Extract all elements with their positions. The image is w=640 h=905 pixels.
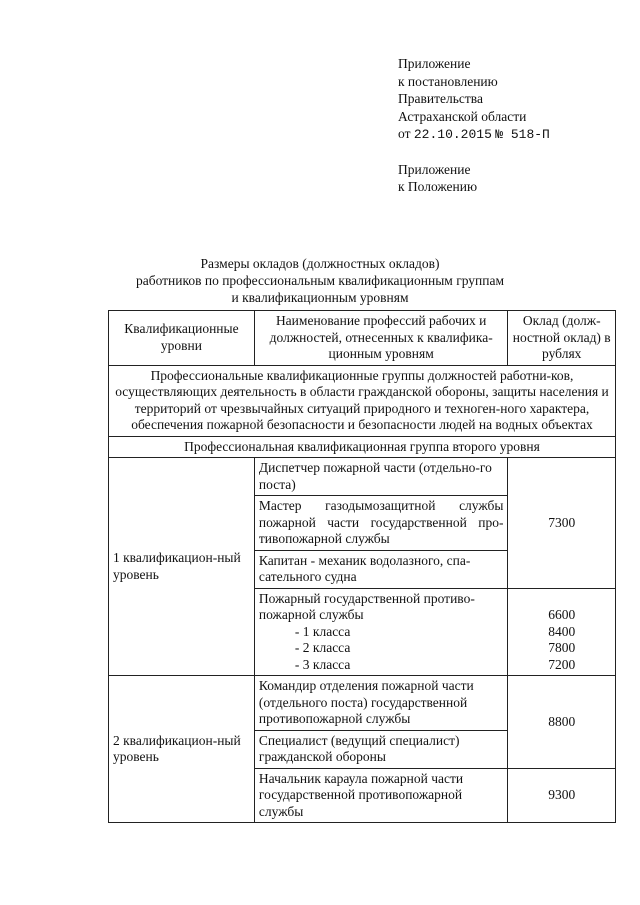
header-position: Наименование профессий рабочих и должностей, отнесенных к квалифика-ционным уровням: [254, 311, 508, 366]
title-line: Размеры окладов (должностных окладов): [200, 256, 440, 271]
level2-position2: Специалист (ведущий специалист) гражданской обороны: [254, 730, 508, 768]
level2-salary: 8800: [508, 676, 616, 769]
resolution-date-line: [398, 125, 550, 144]
class-1: - 1 класса: [294, 623, 351, 639]
level2-position3: Начальник караула пожарной части государственной противопожарной службы: [254, 768, 508, 823]
date-prefix: от: [398, 126, 411, 141]
appendix-block: [398, 55, 550, 196]
level1-position4-salaries: [508, 588, 616, 676]
class-2: - 2 класса: [294, 640, 351, 655]
level1-position4: Пожарный государственной противо-пожарной службы: [258, 590, 475, 622]
level2-label: 2 квалификацион-ный уровень: [109, 676, 255, 823]
class1-salary: 8400: [548, 623, 576, 639]
position4-salary: 6600: [548, 607, 576, 622]
appendix-line: Приложение: [398, 56, 471, 71]
level1-position4-cell: [254, 588, 508, 676]
appendix-line: Правительства: [398, 91, 483, 106]
table-row: [109, 676, 616, 731]
resolution-date: 22.10.2015: [413, 127, 492, 142]
level1-position2: Мастер газодымозащитной службы пожарной части государственной про-тивопожарной службы: [254, 496, 508, 551]
table-header-row: [109, 311, 616, 366]
appendix-line: к постановлению: [398, 73, 498, 89]
level1-salary: 7300: [508, 458, 616, 589]
header-salary: Оклад (долж-ностной оклад) в рублях: [508, 311, 616, 366]
salary-table: [108, 310, 616, 823]
level1-label: 1 квалификацион-ный уровень: [109, 458, 255, 676]
table-row: [109, 458, 616, 496]
level2-salary3: 9300: [508, 768, 616, 823]
title-line: и квалификационным уровням: [231, 290, 409, 305]
appendix-line: Астраханской области: [398, 108, 527, 124]
section-row: [109, 365, 616, 436]
group-title: Профессиональная квалификационная группа второго уровня: [109, 436, 616, 458]
header-level: Квалификационные уровни: [109, 311, 255, 366]
class-3: - 3 класса: [294, 656, 351, 672]
level1-position1: Диспетчер пожарной части (отдельно-го поста): [254, 458, 508, 496]
document-title: [100, 255, 540, 306]
level1-position3: Капитан - механик водолазного, спа-сательного судна: [254, 550, 508, 588]
level2-position1: Командир отделения пожарной части (отдельного поста) государственной противопожарной службы: [254, 676, 508, 731]
class3-salary: 7200: [548, 656, 576, 672]
group-row: [109, 436, 616, 458]
section-title: Профессиональные квалификационные группы должностей работни-ков, осуществляющих деятельность в области гражданской обороны, защиты населения и территорий от чрезвычайных ситуаций природного и техноген-ного характера, обеспечения пожарной безопасности и безопасности людей на водных объектах: [109, 365, 616, 436]
title-line: работников по профессиональным квалификационным группам: [135, 273, 505, 288]
appendix-to: к Положению: [398, 179, 478, 194]
resolution-number: № 518-П: [495, 127, 550, 142]
spacer: [512, 591, 611, 608]
appendix-title: Приложение: [398, 161, 471, 177]
class2-salary: 7800: [548, 640, 576, 655]
